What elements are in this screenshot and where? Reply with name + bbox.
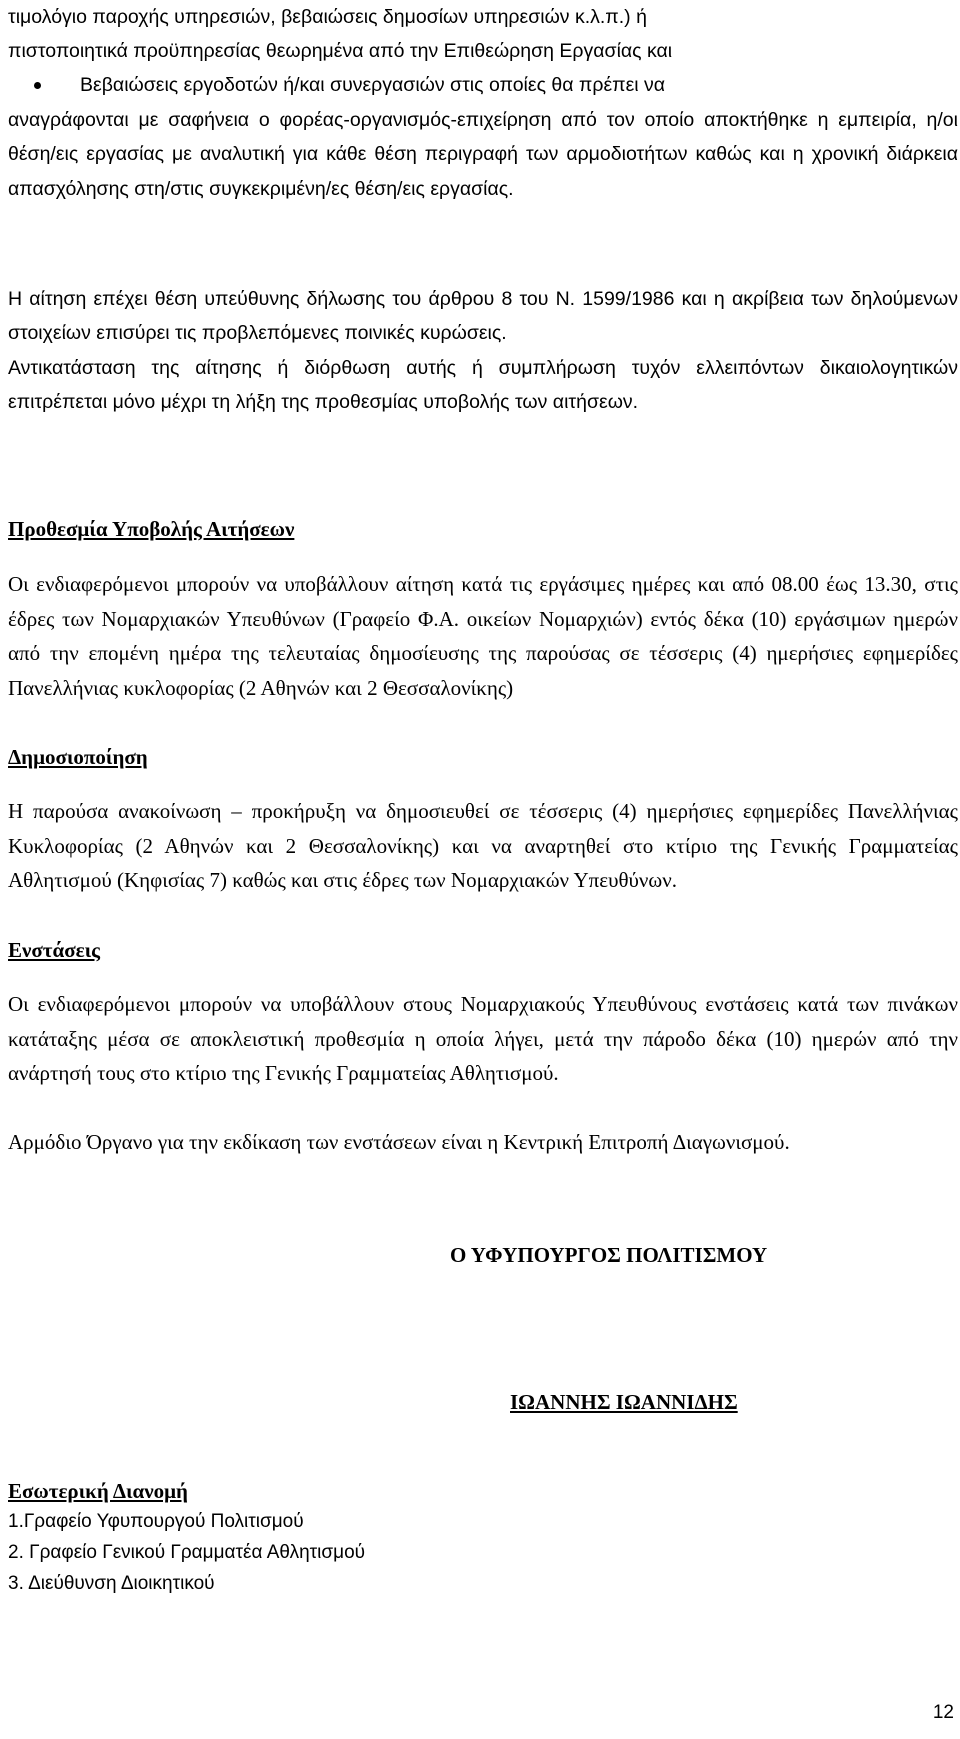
signature-title: Ο ΥΦΥΠΟΥΡΓΟΣ ΠΟΛΙΤΙΣΜΟΥ <box>450 1243 768 1267</box>
declaration-paragraph-1: Η αίτηση επέχει θέση υπεύθυνης δήλωσης του άρθρου 8 του Ν. 1599/1986 και η ακρίβεια των δηλούμενων στοιχείων επισύρει τις προβλεπόμενες ποινικές κυρώσεις. <box>8 288 958 345</box>
bullet-continuation: αναγράφονται με σαφήνεια ο φορέας-οργανισμός-επιχείρηση από τον οποίο αποκτήθηκε η εμπειρία, η/οι θέση/εις εργασίας με αναλυτική για κάθε θέση περιγραφή των αρμοδιοτήτων καθώς και η χρονική διάρκεια απασχόλησης στη/στις συγκεκριμένη/ες θέση/εις εργασίας. <box>8 109 958 200</box>
declaration-paragraph-2: Αντικατάσταση της αίτησης ή διόρθωση αυτής ή συμπλήρωση τυχόν ελλειπόντων δικαιολογητικών επιτρέπεται μόνο μέχρι τη λήξη της προθεσμίας υποβολής των αιτήσεων. <box>8 357 958 414</box>
publication-heading: Δημοσιοποίηση <box>8 745 148 769</box>
bullet-item <box>8 68 958 103</box>
deadline-heading: Προθεσμία Υποβολής Αιτήσεων <box>8 517 295 541</box>
bullet-icon <box>34 82 41 89</box>
objections-text: Οι ενδιαφερόμενοι μπορούν να υποβάλλουν στους Νομαρχιακούς Υπευθύνους ενστάσεις κατά των πινάκων κατάταξης μέσα σε αποκλειστική προθεσμία η οποία λήγει, μετά την πάροδο δέκα (10) ημερών από την ανάρτησή τους στο κτίριο της Γενικής Γραμματείας Αθλητισμού. <box>8 992 958 1085</box>
signature-name: ΙΩΑΝΝΗΣ ΙΩΑΝΝΙΔΗΣ <box>510 1390 738 1414</box>
distribution-item: 2. Γραφείο Γενικού Γραμματέα Αθλητισμού <box>8 1542 366 1563</box>
objections-heading: Ενστάσεις <box>8 938 100 962</box>
publication-text: Η παρούσα ανακοίνωση – προκήρυξη να δημοσιευθεί σε τέσσερις (4) ημερήσιες εφημερίδες Πανελλήνιας Κυκλοφορίας (2 Αθηνών και 2 Θεσσαλονίκης) και να αναρτηθεί στο κτίριο της Γενικής Γραμματείας Αθλητισμού (Κηφισίας 7) καθώς και στις έδρες των Νομαρχιακών Υπευθύνων. <box>8 799 958 892</box>
distribution-heading: Εσωτερική Διανομή <box>8 1479 188 1503</box>
intro-line-1: τιμολόγιο παροχής υπηρεσιών, βεβαιώσεις δημοσίων υπηρεσιών κ.λ.π.) ή <box>8 6 647 28</box>
distribution-item: 1.Γραφείο Υφυπουργού Πολιτισμού <box>8 1511 304 1532</box>
distribution-item: 3. Διεύθυνση Διοικητικού <box>8 1573 215 1594</box>
page-number: 12 <box>932 1702 954 1723</box>
intro-line-2: πιστοποιητικά προϋπηρεσίας θεωρημένα από την Επιθεώρηση Εργασίας και <box>8 40 673 62</box>
deadline-text: Οι ενδιαφερόμενοι μπορούν να υποβάλλουν αίτηση κατά τις εργάσιμες ημέρες και από 08.00 έως 13.30, στις έδρες των Νομαρχιακών Υπευθύνων (Γραφείο Φ.Α. οικείων Νομαρχιών) εντός δέκα (10) εργάσιμων ημερών από την επομένη ημέρα της τελευταίας δημοσίευσης της παρούσας σε τέσσερις (4) ημερήσιες εφημερίδες Πανελλήνιας κυκλοφορίας (2 Αθηνών και 2 Θεσσαλονίκης) <box>8 572 958 700</box>
objections-text-2: Αρμόδιο Όργανο για την εκδίκαση των ενστάσεων είναι η Κεντρική Επιτροπή Διαγωνισμού. <box>8 1130 790 1154</box>
bullet-item-text: Βεβαιώσεις εργοδοτών ή/και συνεργασιών στις οποίες θα πρέπει να <box>80 74 666 96</box>
